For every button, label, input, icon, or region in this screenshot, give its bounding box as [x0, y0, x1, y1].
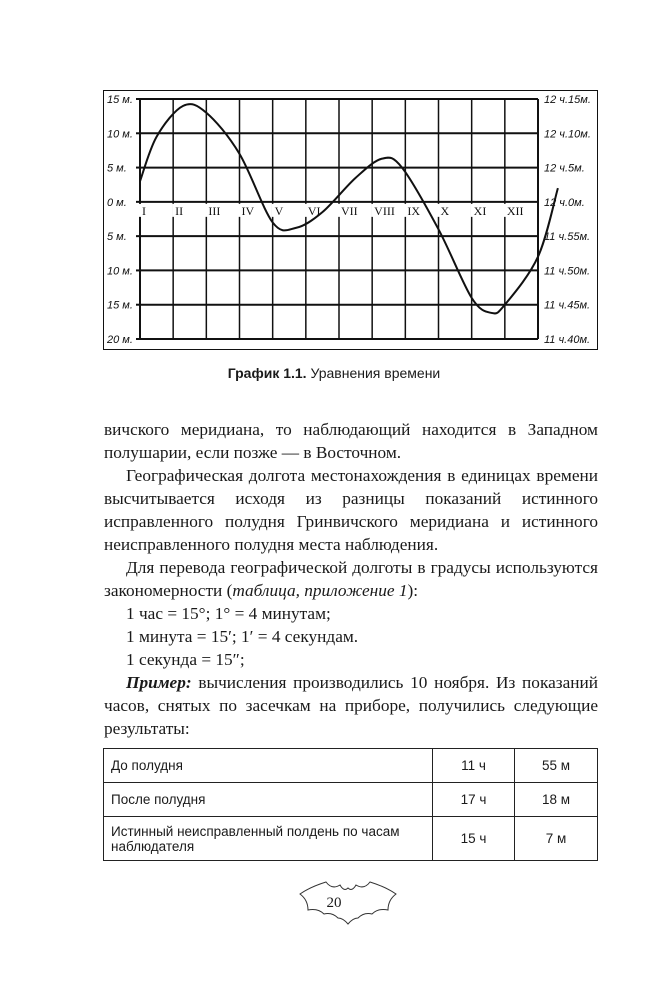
month-label: II — [175, 203, 184, 218]
paragraph-3 — [104, 556, 598, 602]
row-minutes: 18 м — [515, 783, 598, 817]
paragraph-2-text: Географическая долгота местонахождения в единицах времени высчитывается исходя из разницы показаний истинного исправленного полудня Гринвичского меридиана и истинного неисправленного полудня места наблюдения. — [104, 466, 598, 554]
chart-svg — [104, 91, 599, 351]
left-tick-label: 0 м. — [107, 196, 127, 209]
left-tick-label: 10 м. — [107, 128, 133, 141]
month-label: VIII — [374, 203, 395, 218]
month-label: V — [274, 203, 284, 218]
right-tick-label: 11 ч.50м. — [544, 265, 591, 278]
right-tick-label: 12 ч.0м. — [544, 196, 585, 209]
figure-caption — [0, 365, 668, 381]
left-tick-label: 20 м. — [107, 334, 133, 346]
left-tick-label: 5 м. — [107, 231, 127, 244]
row-label: До полудня — [104, 749, 433, 783]
figure-caption-label: График 1.1. — [227, 365, 307, 381]
left-tick-label: 15 м. — [107, 299, 133, 312]
month-label: IV — [241, 203, 255, 218]
paragraph-3-ref: таблица, приложение 1 — [232, 581, 408, 600]
formula-2: 1 минута = 15′; 1′ = 4 секундам. — [126, 627, 359, 646]
right-tick-label: 11 ч.40м. — [544, 334, 591, 346]
month-label: I — [142, 203, 146, 218]
row-minutes: 55 м — [515, 749, 598, 783]
right-tick-label: 12 ч.15м. — [544, 94, 591, 106]
row-label: После полудня — [104, 783, 433, 817]
example-label: Пример: — [126, 673, 192, 692]
figure-caption-text: Уравнения времени — [306, 365, 441, 381]
row-minutes: 7 м — [515, 817, 598, 861]
results-table — [103, 748, 598, 861]
month-label: IX — [407, 203, 421, 218]
left-tick-label: 15 м. — [107, 94, 133, 106]
month-label: X — [440, 203, 450, 218]
left-tick-label: 5 м. — [107, 162, 127, 175]
row-hours: 11 ч — [433, 749, 515, 783]
table-row — [104, 817, 598, 861]
right-tick-label: 12 ч.10м. — [544, 128, 591, 141]
paragraph-3-end: ): — [407, 581, 419, 600]
formula-1: 1 час = 15°; 1° = 4 минутам; — [126, 604, 331, 623]
page-number: 20 — [326, 895, 342, 911]
equation-of-time-chart — [103, 90, 598, 350]
paragraph-1: вичского меридиана, то наблюдающий находится в Западном полушарии, если позже — в Восточном. — [104, 420, 598, 462]
example-paragraph — [104, 671, 598, 740]
month-label: XI — [473, 203, 487, 218]
right-tick-label: 12 ч.5м. — [544, 162, 585, 175]
month-label: VI — [307, 203, 321, 218]
example-text: вычисления производились 10 ноября. Из показаний часов, снятых по засечкам на приборе, получились следующие результаты: — [104, 673, 598, 738]
right-tick-label: 11 ч.45м. — [544, 299, 591, 312]
month-label: III — [208, 203, 221, 218]
row-hours: 17 ч — [433, 783, 515, 817]
formula-3: 1 секунда = 15″; — [126, 650, 245, 669]
table-row — [104, 749, 598, 783]
paragraph-2 — [104, 464, 598, 556]
left-tick-label: 10 м. — [107, 265, 133, 278]
table-row — [104, 783, 598, 817]
paragraph-3-text: Для перевода географической долготы в градусы используются закономерности ( — [104, 558, 598, 600]
right-tick-label: 11 ч.55м. — [544, 231, 591, 244]
month-label: XII — [506, 203, 524, 218]
month-label: VII — [341, 203, 358, 218]
body-text — [104, 418, 598, 740]
row-hours: 15 ч — [433, 817, 515, 861]
row-label: Истинный неисправленный полдень по часам наблюдателя — [104, 817, 433, 861]
